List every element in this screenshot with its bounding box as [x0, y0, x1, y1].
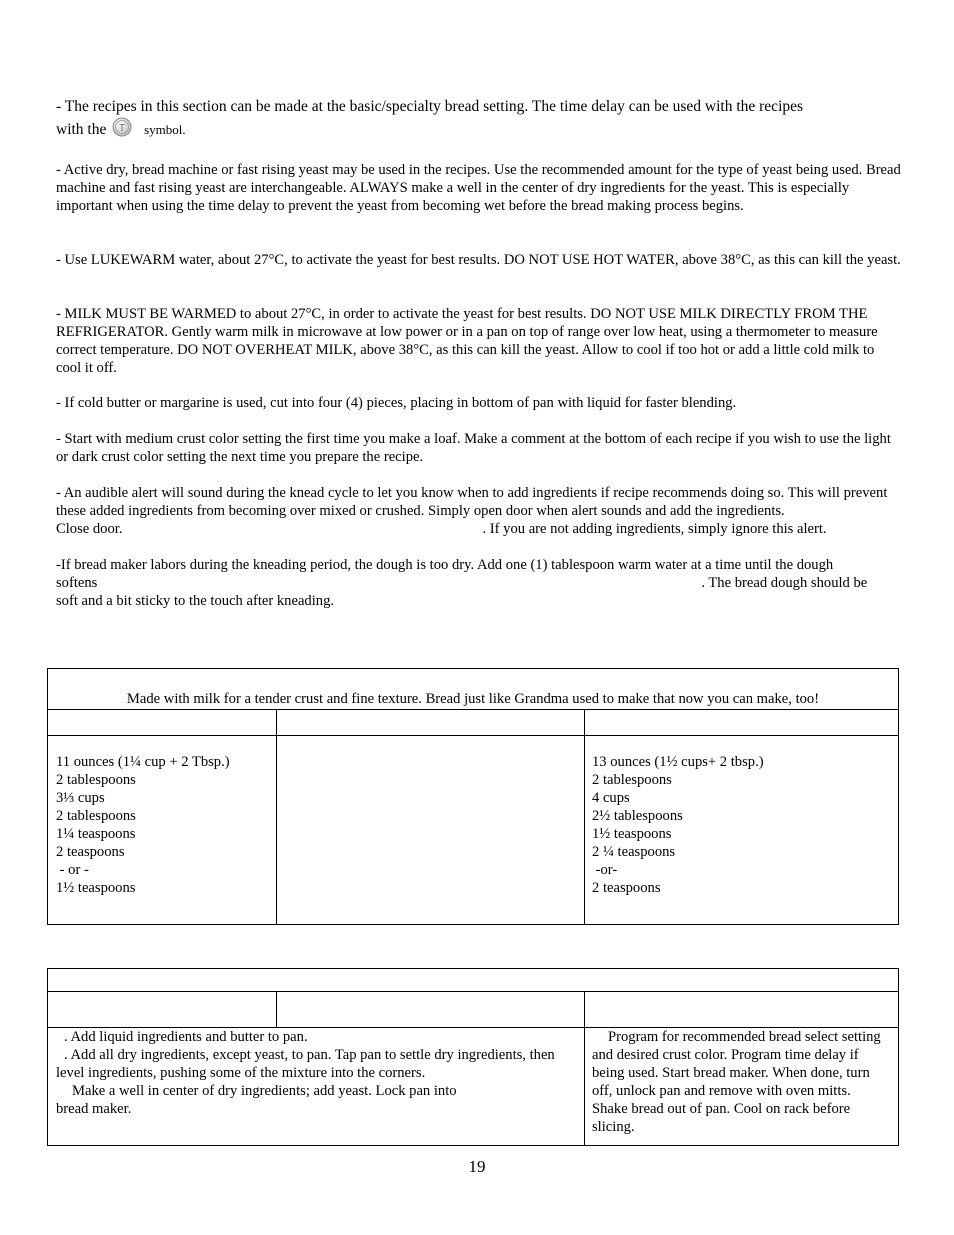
method-steps	[56, 1028, 566, 1118]
page-number: 19	[468, 1157, 486, 1176]
table-divider	[48, 991, 898, 992]
intro-p1-text: - The recipes in this section can be made at the basic/specialty bread setting. The time delay can be used with the recipes	[56, 98, 804, 115]
intro-paragraph-crust: - Start with medium crust color setting the first time you make a loaf. Make a comment at the bottom of each recipe if you wish to use the light or dark crust color setting the next time you prepare the recipe.	[56, 431, 891, 465]
timer-t-icon	[112, 117, 132, 143]
large-loaf-ingredients	[592, 753, 892, 897]
list-item: 3⅓ cups	[56, 790, 105, 806]
table-divider	[48, 709, 898, 710]
intro-p7-b: Close door.	[56, 521, 123, 537]
list-item: 2 ¼ teaspoons	[592, 844, 676, 860]
list-item: 1½ teaspoons	[56, 880, 136, 896]
table-divider	[48, 735, 898, 736]
intro-p8-a: -If bread maker labors during the kneading period, the dough is too dry. Add one (1) tablespoon warm water at a time until the dough	[56, 557, 834, 573]
table-column-divider	[276, 991, 277, 1027]
list-item: 2 tablespoons	[56, 808, 136, 824]
method-step-1	[56, 1028, 566, 1046]
intro-paragraph-yeast: - Active dry, bread machine or fast rising yeast may be used in the recipes. Use the recommended amount for the type of yeast being used. Bread machine and fast rising yeast are interchangeable. ALWAYS make a well in the center of dry ingredients for the yeast. This is especially important when using the time delay to prevent the yeast from becoming wet before the bread making process begins.	[56, 162, 901, 214]
list-item: 1½ teaspoons	[592, 826, 672, 842]
intro-paragraph-alert	[56, 484, 902, 538]
intro-paragraph-milk: - MILK MUST BE WARMED to about 27°C, in order to activate the yeast for best results. DO NOT USE MILK DIRECTLY FROM THE REFRIGERATOR. Gently warm milk in microwave at low power or in a pan on top of range over low heat, using a thermometer to measure correct temperature. DO NOT OVERHEAT MILK, above 38°C, as this can kill the yeast. Allow to cool if too hot or add a little cold milk to cool it off.	[56, 306, 878, 376]
list-item: 2½ tablespoons	[592, 808, 683, 824]
method-table	[47, 968, 899, 1146]
intro-paragraph-recipes	[56, 97, 902, 143]
intro-paragraph-water: - Use LUKEWARM water, about 27°C, to activate the yeast for best results. DO NOT USE HOT WATER, above 38°C, as this can kill the yeast.	[56, 252, 901, 268]
small-loaf-ingredients	[56, 753, 271, 897]
svg-text:T: T	[119, 123, 126, 134]
intro-p8-d: soft and a bit sticky to the touch after kneading.	[56, 593, 335, 609]
method-step-2-text: . Add all dry ingredients, except yeast, to pan. Tap pan to settle dry ingredients, then level ingredients, pushing some of the mixture into the corners.	[56, 1047, 555, 1081]
list-item: 2 tablespoons	[592, 772, 672, 788]
table-column-divider	[276, 709, 277, 925]
list-item: 13 ounces (1½ cups+ 2 tbsp.)	[592, 754, 764, 770]
list-item: 2 tablespoons	[56, 772, 136, 788]
intro-p1-cont: with the	[56, 121, 107, 138]
list-item: 4 cups	[592, 790, 630, 806]
intro-paragraph-butter: - If cold butter or margarine is used, cut into four (4) pieces, placing in bottom of pan with liquid for faster blending.	[56, 395, 737, 411]
method-step-4: Program for recommended bread select setting and desired crust color. Program time delay if being used. Start bread maker. When done, turn off, unlock pan and remove with oven mitts. Shake bread out of pan. Cool on rack before slicing.	[592, 1029, 881, 1135]
table-column-divider	[584, 709, 585, 925]
list-item: 1¼ teaspoons	[56, 826, 136, 842]
list-item: 2 teaspoons	[56, 844, 125, 860]
list-item: -or-	[592, 862, 618, 878]
list-item: - or -	[56, 862, 89, 878]
list-item: 11 ounces (1¼ cup + 2 Tbsp.)	[56, 754, 230, 770]
intro-p1-symbol: symbol.	[144, 122, 186, 137]
table-column-divider	[584, 991, 585, 1146]
method-step-2	[56, 1046, 566, 1082]
method-step-3	[56, 1082, 486, 1118]
intro-paragraph-dough	[56, 556, 902, 610]
list-item: 2 teaspoons	[592, 880, 661, 896]
intro-p8-b: softens	[56, 575, 98, 591]
intro-p7-a: - An audible alert will sound during the knead cycle to let you know when to add ingredients if recipe recommends doing so. This will prevent these added ingredients from becoming over mixed or crushed. Simply open door when alert sounds and add the ingredients.	[56, 485, 888, 519]
method-step-3-text: Make a well in center of dry ingredients; add yeast. Lock pan into bread maker.	[56, 1083, 457, 1117]
intro-p7-c: . If you are not adding ingredients, simply ignore this alert.	[482, 521, 827, 537]
recipe-description: Made with milk for a tender crust and fine texture. Bread just like Grandma used to make that now you can make, too!	[126, 691, 820, 707]
recipe-ingredients-table	[47, 668, 899, 925]
intro-p8-c: . The bread dough should be	[701, 575, 868, 591]
method-step-1-text: . Add liquid ingredients and butter to pan.	[64, 1029, 308, 1045]
